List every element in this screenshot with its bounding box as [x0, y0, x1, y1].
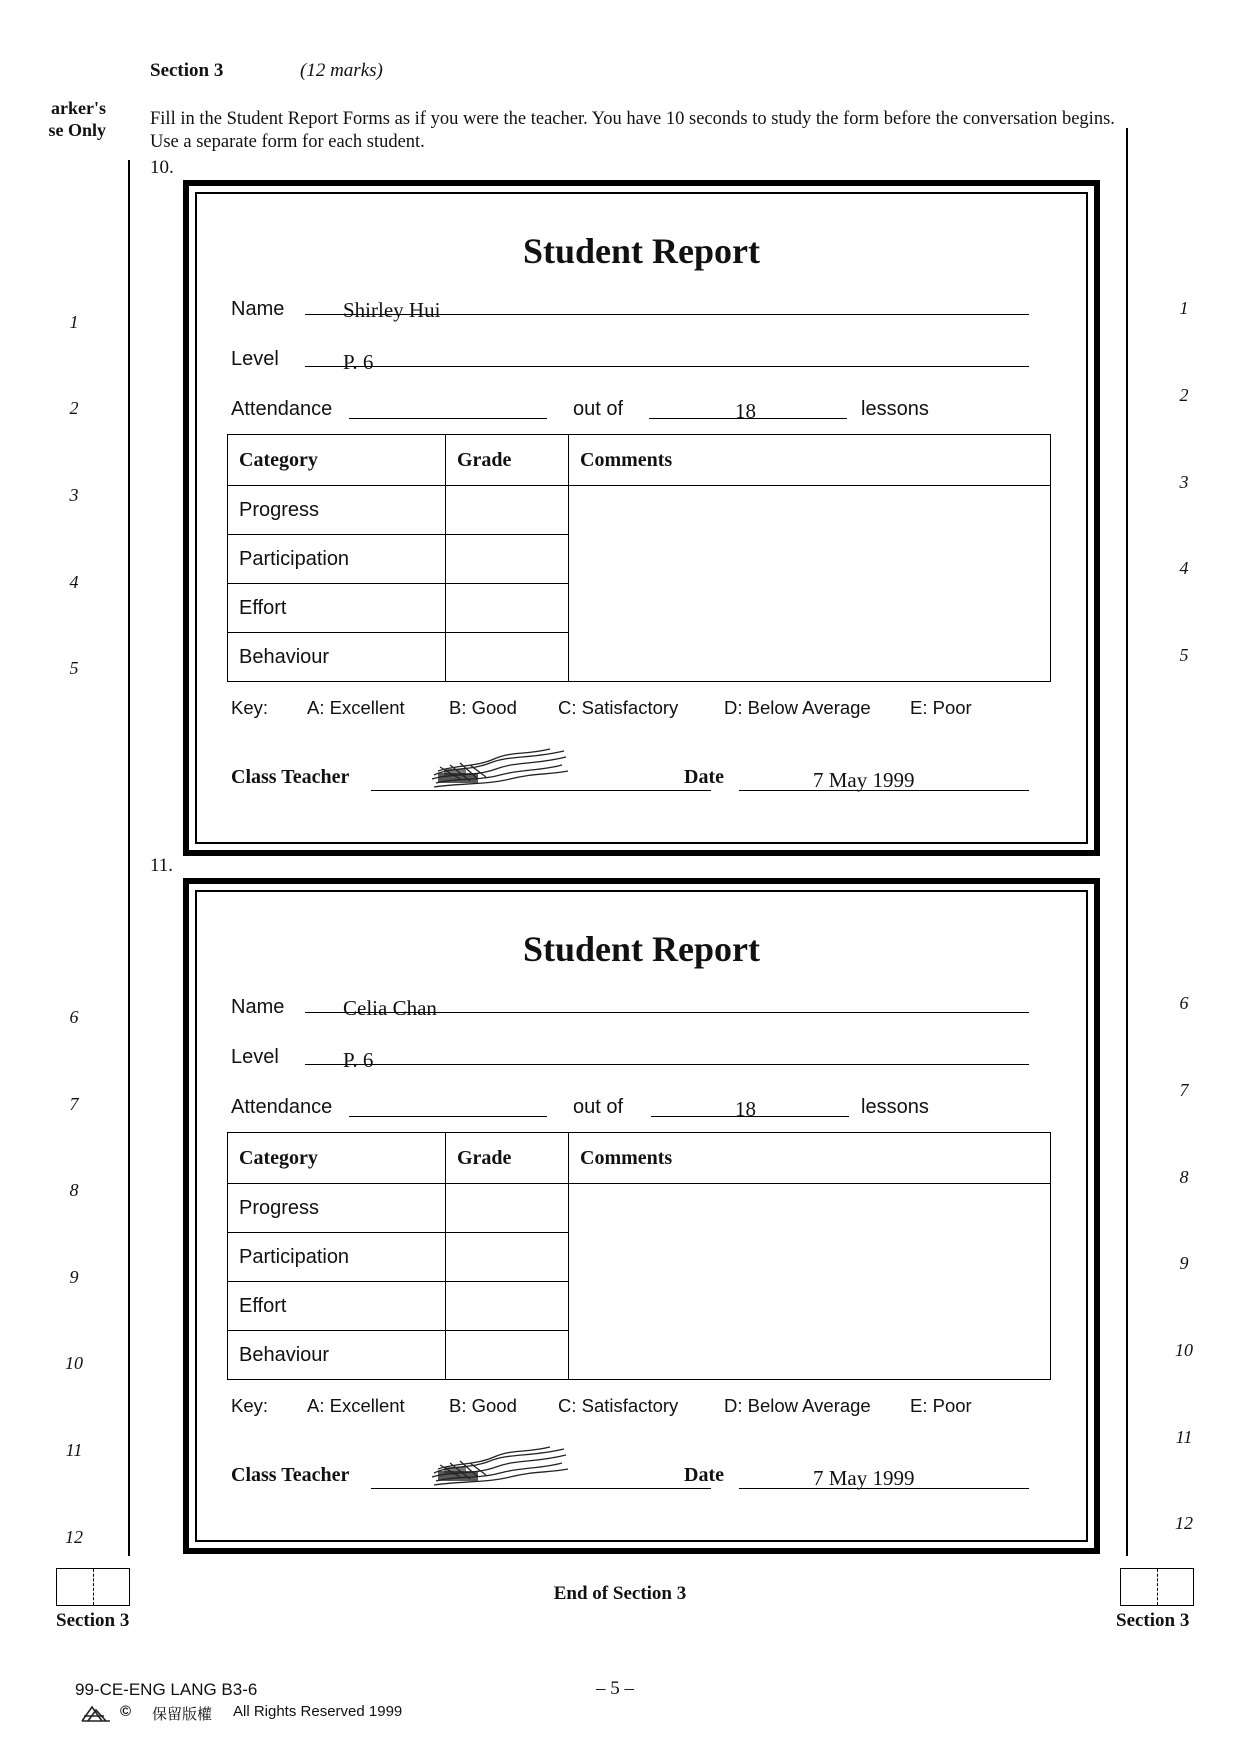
category-progress: Progress	[228, 1184, 446, 1233]
grade-cell-progress[interactable]	[446, 1184, 569, 1233]
name-value: Shirley Hui	[343, 298, 441, 322]
attendance-field[interactable]	[349, 418, 547, 419]
table-header-row	[228, 1133, 1051, 1184]
comments-cell[interactable]	[569, 486, 1051, 682]
name-label: Name	[231, 298, 285, 320]
level-value: P. 6	[343, 350, 374, 374]
right-mark-10: 10	[1175, 1340, 1193, 1360]
left-mark-11: 11	[65, 1440, 83, 1460]
rights-reserved: All Rights Reserved 1999	[233, 1703, 403, 1720]
lessons-label: lessons	[861, 1096, 929, 1118]
attendance-label: Attendance	[231, 1096, 333, 1118]
right-mark-2: 2	[1179, 385, 1189, 405]
comments-header: Comments	[569, 435, 1051, 486]
question-number-11: 11.	[150, 855, 174, 876]
section-title: Section 3	[150, 60, 224, 81]
level-label: Level	[231, 348, 279, 370]
level-value: P. 6	[343, 1048, 374, 1072]
copyright-symbol: ©	[120, 1703, 132, 1720]
teacher-signature-scribble	[430, 745, 570, 791]
right-mark-8: 8	[1179, 1167, 1189, 1187]
report-inner-frame	[195, 890, 1088, 1542]
right-score-label: Section 3	[1116, 1610, 1190, 1631]
instructions: Fill in the Student Report Forms as if you were the teacher. You have 10 seconds to study the form before the conversation begins. Use a separate form for each student.	[150, 109, 1115, 152]
end-of-section: End of Section 3	[553, 1583, 687, 1604]
name-label: Name	[231, 996, 285, 1018]
teacher-signature-scribble	[430, 1443, 570, 1489]
out-of-value: 18	[735, 399, 756, 423]
question-number-10: 10.	[150, 157, 174, 178]
category-effort: Effort	[228, 1282, 446, 1331]
grade-cell-participation[interactable]	[446, 535, 569, 584]
grade-table	[227, 434, 1051, 682]
comments-header: Comments	[569, 1133, 1051, 1184]
right-mark-5: 5	[1179, 645, 1189, 665]
left-mark-6: 6	[69, 1007, 79, 1027]
out-of-value: 18	[735, 1097, 756, 1121]
key-good: B: Good	[449, 697, 517, 718]
right-mark-6: 6	[1179, 993, 1189, 1013]
section-marks: (12 marks)	[300, 60, 383, 81]
category-participation: Participation	[228, 1233, 446, 1282]
rights-chinese: 保留版權	[152, 1705, 213, 1723]
key-excellent: A: Excellent	[307, 1395, 405, 1416]
date-label: Date	[684, 1464, 724, 1486]
category-behaviour: Behaviour	[228, 1331, 446, 1380]
grade-cell-progress[interactable]	[446, 486, 569, 535]
left-mark-9: 9	[69, 1267, 79, 1287]
grade-cell-behaviour[interactable]	[446, 1331, 569, 1380]
left-mark-2: 2	[69, 398, 79, 418]
right-margin-rule	[1126, 128, 1128, 1556]
marker-use-line1: arker's	[51, 98, 106, 118]
level-line[interactable]	[305, 1064, 1029, 1065]
right-mark-3: 3	[1179, 472, 1189, 492]
right-mark-9: 9	[1179, 1253, 1189, 1273]
grade-cell-behaviour[interactable]	[446, 633, 569, 682]
name-value: Celia Chan	[343, 996, 437, 1020]
comments-cell[interactable]	[569, 1184, 1051, 1380]
report-title: Student Report	[522, 929, 760, 969]
key-satisfactory: C: Satisfactory	[558, 1395, 679, 1416]
left-mark-7: 7	[69, 1094, 79, 1114]
student-report-form-11	[183, 878, 1100, 1554]
left-mark-4: 4	[69, 572, 79, 592]
left-mark-8: 8	[69, 1180, 79, 1200]
left-mark-5: 5	[69, 658, 79, 678]
paper-code: 99-CE-ENG LANG B3-6	[75, 1680, 258, 1699]
key-label: Key:	[231, 697, 269, 718]
right-mark-4: 4	[1179, 558, 1189, 578]
report-inner-frame	[195, 192, 1088, 844]
category-header: Category	[228, 1133, 446, 1184]
marker-use-line2: se Only	[48, 120, 106, 140]
class-teacher-label: Class Teacher	[231, 766, 350, 788]
key-poor: E: Poor	[910, 1395, 972, 1416]
left-score-label: Section 3	[56, 1610, 130, 1631]
attendance-label: Attendance	[231, 398, 333, 420]
date-label: Date	[684, 766, 724, 788]
out-of-label: out of	[573, 1096, 624, 1118]
grade-cell-effort[interactable]	[446, 1282, 569, 1331]
key-label: Key:	[231, 1395, 269, 1416]
category-effort: Effort	[228, 584, 446, 633]
report-title: Student Report	[522, 231, 760, 271]
level-line[interactable]	[305, 366, 1029, 367]
right-mark-12: 12	[1175, 1513, 1193, 1533]
category-header: Category	[228, 435, 446, 486]
date-value: 7 May 1999	[813, 768, 915, 792]
out-of-label: out of	[573, 398, 624, 420]
grade-cell-effort[interactable]	[446, 584, 569, 633]
student-report-form-10	[183, 180, 1100, 856]
key-poor: E: Poor	[910, 697, 972, 718]
attendance-field[interactable]	[349, 1116, 547, 1117]
level-label: Level	[231, 1046, 279, 1068]
lessons-label: lessons	[861, 398, 929, 420]
right-mark-11: 11	[1175, 1427, 1193, 1447]
grade-table	[227, 1132, 1051, 1380]
left-mark-10: 10	[65, 1353, 83, 1373]
table-header-row	[228, 435, 1051, 486]
table-row	[228, 486, 1051, 535]
left-mark-12: 12	[65, 1527, 83, 1547]
category-behaviour: Behaviour	[228, 633, 446, 682]
page-number: – 5 –	[596, 1678, 634, 1699]
grade-cell-participation[interactable]	[446, 1233, 569, 1282]
class-teacher-label: Class Teacher	[231, 1464, 350, 1486]
right-mark-7: 7	[1179, 1080, 1189, 1100]
key-good: B: Good	[449, 1395, 517, 1416]
key-below-average: D: Below Average	[724, 1395, 871, 1416]
category-participation: Participation	[228, 535, 446, 584]
left-mark-1: 1	[69, 312, 79, 332]
grade-header: Grade	[446, 1133, 569, 1184]
date-value: 7 May 1999	[813, 1466, 915, 1490]
category-progress: Progress	[228, 486, 446, 535]
grade-header: Grade	[446, 435, 569, 486]
key-below-average: D: Below Average	[724, 697, 871, 718]
key-satisfactory: C: Satisfactory	[558, 697, 679, 718]
key-excellent: A: Excellent	[307, 697, 405, 718]
right-mark-1: 1	[1179, 298, 1189, 318]
left-mark-3: 3	[69, 485, 79, 505]
marker-use-label	[20, 97, 106, 141]
table-row	[228, 1184, 1051, 1233]
left-margin-rule	[128, 160, 130, 1556]
